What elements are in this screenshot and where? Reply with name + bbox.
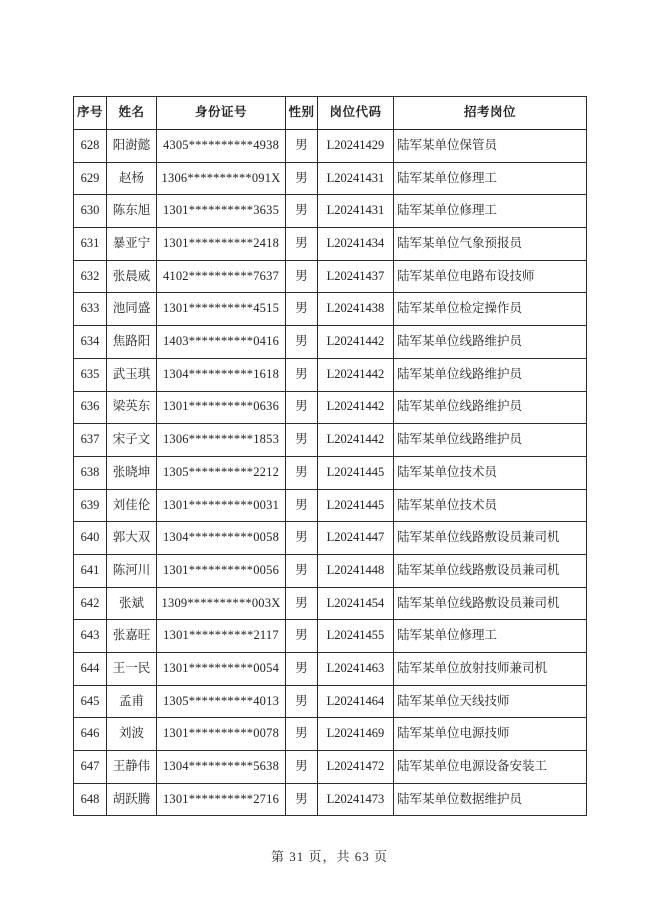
table-header-row <box>74 97 587 130</box>
table-row <box>74 424 587 457</box>
cell-gender: 男 <box>286 489 318 522</box>
table-header <box>74 97 587 130</box>
table-row <box>74 653 587 686</box>
cell-gender: 男 <box>286 554 318 587</box>
cell-serial: 640 <box>74 522 107 555</box>
cell-serial: 632 <box>74 260 107 293</box>
cell-position: 陆军某单位检定操作员 <box>394 293 587 326</box>
table-row <box>74 554 587 587</box>
cell-job_code: L20241473 <box>318 783 394 816</box>
table-row <box>74 783 587 816</box>
cell-serial: 638 <box>74 456 107 489</box>
cell-serial: 631 <box>74 228 107 261</box>
column-header-serial: 序号 <box>74 97 107 130</box>
cell-job_code: L20241464 <box>318 685 394 718</box>
cell-serial: 648 <box>74 783 107 816</box>
cell-serial: 641 <box>74 554 107 587</box>
cell-id_number: 1301**********3635 <box>157 195 286 228</box>
cell-id_number: 1305**********2212 <box>157 456 286 489</box>
cell-position: 陆军某单位修理工 <box>394 620 587 653</box>
cell-id_number: 1306**********1853 <box>157 424 286 457</box>
cell-name: 郭大双 <box>107 522 157 555</box>
table-row <box>74 326 587 359</box>
cell-serial: 630 <box>74 195 107 228</box>
cell-id_number: 1301**********0078 <box>157 718 286 751</box>
cell-serial: 634 <box>74 326 107 359</box>
table-row <box>74 522 587 555</box>
cell-serial: 629 <box>74 162 107 195</box>
cell-id_number: 1304**********1618 <box>157 358 286 391</box>
table-row <box>74 718 587 751</box>
cell-id_number: 1304**********5638 <box>157 751 286 784</box>
cell-name: 孟甫 <box>107 685 157 718</box>
cell-id_number: 1301**********0056 <box>157 554 286 587</box>
cell-name: 武玉琪 <box>107 358 157 391</box>
table-row <box>74 620 587 653</box>
cell-gender: 男 <box>286 783 318 816</box>
cell-gender: 男 <box>286 391 318 424</box>
cell-serial: 647 <box>74 751 107 784</box>
cell-position: 陆军某单位保管员 <box>394 130 587 163</box>
cell-name: 张晓坤 <box>107 456 157 489</box>
cell-gender: 男 <box>286 358 318 391</box>
cell-position: 陆军某单位技术员 <box>394 489 587 522</box>
cell-gender: 男 <box>286 751 318 784</box>
cell-id_number: 1309**********003X <box>157 587 286 620</box>
cell-serial: 637 <box>74 424 107 457</box>
cell-position: 陆军某单位修理工 <box>394 195 587 228</box>
cell-position: 陆军某单位天线技师 <box>394 685 587 718</box>
cell-name: 张斌 <box>107 587 157 620</box>
cell-job_code: L20241431 <box>318 162 394 195</box>
cell-job_code: L20241463 <box>318 653 394 686</box>
cell-name: 梁英东 <box>107 391 157 424</box>
table-row <box>74 456 587 489</box>
cell-gender: 男 <box>286 456 318 489</box>
cell-id_number: 4305**********4938 <box>157 130 286 163</box>
cell-job_code: L20241469 <box>318 718 394 751</box>
cell-position: 陆军某单位线路维护员 <box>394 358 587 391</box>
cell-gender: 男 <box>286 424 318 457</box>
cell-position: 陆军某单位修理工 <box>394 162 587 195</box>
cell-position: 陆军某单位技术员 <box>394 456 587 489</box>
cell-job_code: L20241442 <box>318 326 394 359</box>
cell-gender: 男 <box>286 228 318 261</box>
column-header-gender: 性别 <box>286 97 318 130</box>
recruitment-table <box>73 96 587 816</box>
cell-job_code: L20241429 <box>318 130 394 163</box>
cell-gender: 男 <box>286 522 318 555</box>
cell-job_code: L20241442 <box>318 358 394 391</box>
cell-gender: 男 <box>286 260 318 293</box>
cell-serial: 646 <box>74 718 107 751</box>
cell-gender: 男 <box>286 685 318 718</box>
cell-name: 宋子文 <box>107 424 157 457</box>
cell-job_code: L20241438 <box>318 293 394 326</box>
cell-gender: 男 <box>286 195 318 228</box>
cell-gender: 男 <box>286 620 318 653</box>
cell-serial: 643 <box>74 620 107 653</box>
table-row <box>74 162 587 195</box>
cell-name: 陈东旭 <box>107 195 157 228</box>
cell-id_number: 4102**********7637 <box>157 260 286 293</box>
cell-id_number: 1301**********2716 <box>157 783 286 816</box>
column-header-name: 姓名 <box>107 97 157 130</box>
cell-id_number: 1301**********0054 <box>157 653 286 686</box>
cell-position: 陆军某单位线路敷设员兼司机 <box>394 554 587 587</box>
cell-id_number: 1301**********2418 <box>157 228 286 261</box>
cell-name: 刘波 <box>107 718 157 751</box>
cell-name: 赵杨 <box>107 162 157 195</box>
table-row <box>74 587 587 620</box>
cell-name: 暴亚宁 <box>107 228 157 261</box>
cell-serial: 635 <box>74 358 107 391</box>
cell-gender: 男 <box>286 653 318 686</box>
cell-serial: 639 <box>74 489 107 522</box>
cell-job_code: L20241448 <box>318 554 394 587</box>
table-row <box>74 358 587 391</box>
column-header-position: 招考岗位 <box>394 97 587 130</box>
cell-name: 王静伟 <box>107 751 157 784</box>
cell-job_code: L20241455 <box>318 620 394 653</box>
cell-id_number: 1301**********2117 <box>157 620 286 653</box>
cell-name: 胡跃腾 <box>107 783 157 816</box>
cell-name: 张晨威 <box>107 260 157 293</box>
cell-serial: 636 <box>74 391 107 424</box>
column-header-job_code: 岗位代码 <box>318 97 394 130</box>
table-row <box>74 489 587 522</box>
cell-id_number: 1306**********091X <box>157 162 286 195</box>
cell-id_number: 1301**********0636 <box>157 391 286 424</box>
cell-name: 阳澍懿 <box>107 130 157 163</box>
cell-name: 刘佳伦 <box>107 489 157 522</box>
table-row <box>74 391 587 424</box>
cell-job_code: L20241442 <box>318 391 394 424</box>
cell-position: 陆军某单位放射技师兼司机 <box>394 653 587 686</box>
cell-position: 陆军某单位线路维护员 <box>394 424 587 457</box>
cell-job_code: L20241447 <box>318 522 394 555</box>
cell-job_code: L20241437 <box>318 260 394 293</box>
cell-job_code: L20241445 <box>318 489 394 522</box>
cell-serial: 645 <box>74 685 107 718</box>
cell-id_number: 1305**********4013 <box>157 685 286 718</box>
table-row <box>74 130 587 163</box>
cell-position: 陆军某单位气象预报员 <box>394 228 587 261</box>
cell-job_code: L20241434 <box>318 228 394 261</box>
table-row <box>74 195 587 228</box>
cell-job_code: L20241445 <box>318 456 394 489</box>
cell-job_code: L20241454 <box>318 587 394 620</box>
cell-name: 张嘉旺 <box>107 620 157 653</box>
cell-name: 焦路阳 <box>107 326 157 359</box>
cell-position: 陆军某单位线路维护员 <box>394 326 587 359</box>
cell-position: 陆军某单位电路布设技师 <box>394 260 587 293</box>
column-header-id_number: 身份证号 <box>157 97 286 130</box>
cell-position: 陆军某单位数据维护员 <box>394 783 587 816</box>
cell-name: 池同盛 <box>107 293 157 326</box>
cell-id_number: 1304**********0058 <box>157 522 286 555</box>
cell-serial: 642 <box>74 587 107 620</box>
table-row <box>74 751 587 784</box>
cell-position: 陆军某单位电源技师 <box>394 718 587 751</box>
cell-serial: 644 <box>74 653 107 686</box>
table-row <box>74 260 587 293</box>
table-row <box>74 228 587 261</box>
cell-position: 陆军某单位线路敷设员兼司机 <box>394 522 587 555</box>
cell-job_code: L20241472 <box>318 751 394 784</box>
table-body <box>74 130 587 816</box>
cell-gender: 男 <box>286 587 318 620</box>
cell-id_number: 1301**********4515 <box>157 293 286 326</box>
cell-id_number: 1301**********0031 <box>157 489 286 522</box>
cell-id_number: 1403**********0416 <box>157 326 286 359</box>
cell-name: 王一民 <box>107 653 157 686</box>
table-row <box>74 685 587 718</box>
cell-gender: 男 <box>286 162 318 195</box>
cell-gender: 男 <box>286 326 318 359</box>
cell-position: 陆军某单位线路敷设员兼司机 <box>394 587 587 620</box>
cell-gender: 男 <box>286 718 318 751</box>
page-indicator: 第 31 页，共 63 页 <box>270 849 388 864</box>
cell-gender: 男 <box>286 130 318 163</box>
cell-gender: 男 <box>286 293 318 326</box>
cell-serial: 628 <box>74 130 107 163</box>
cell-job_code: L20241442 <box>318 424 394 457</box>
cell-position: 陆军某单位电源设备安装工 <box>394 751 587 784</box>
cell-position: 陆军某单位线路维护员 <box>394 391 587 424</box>
cell-name: 陈河川 <box>107 554 157 587</box>
cell-job_code: L20241431 <box>318 195 394 228</box>
table-row <box>74 293 587 326</box>
cell-serial: 633 <box>74 293 107 326</box>
